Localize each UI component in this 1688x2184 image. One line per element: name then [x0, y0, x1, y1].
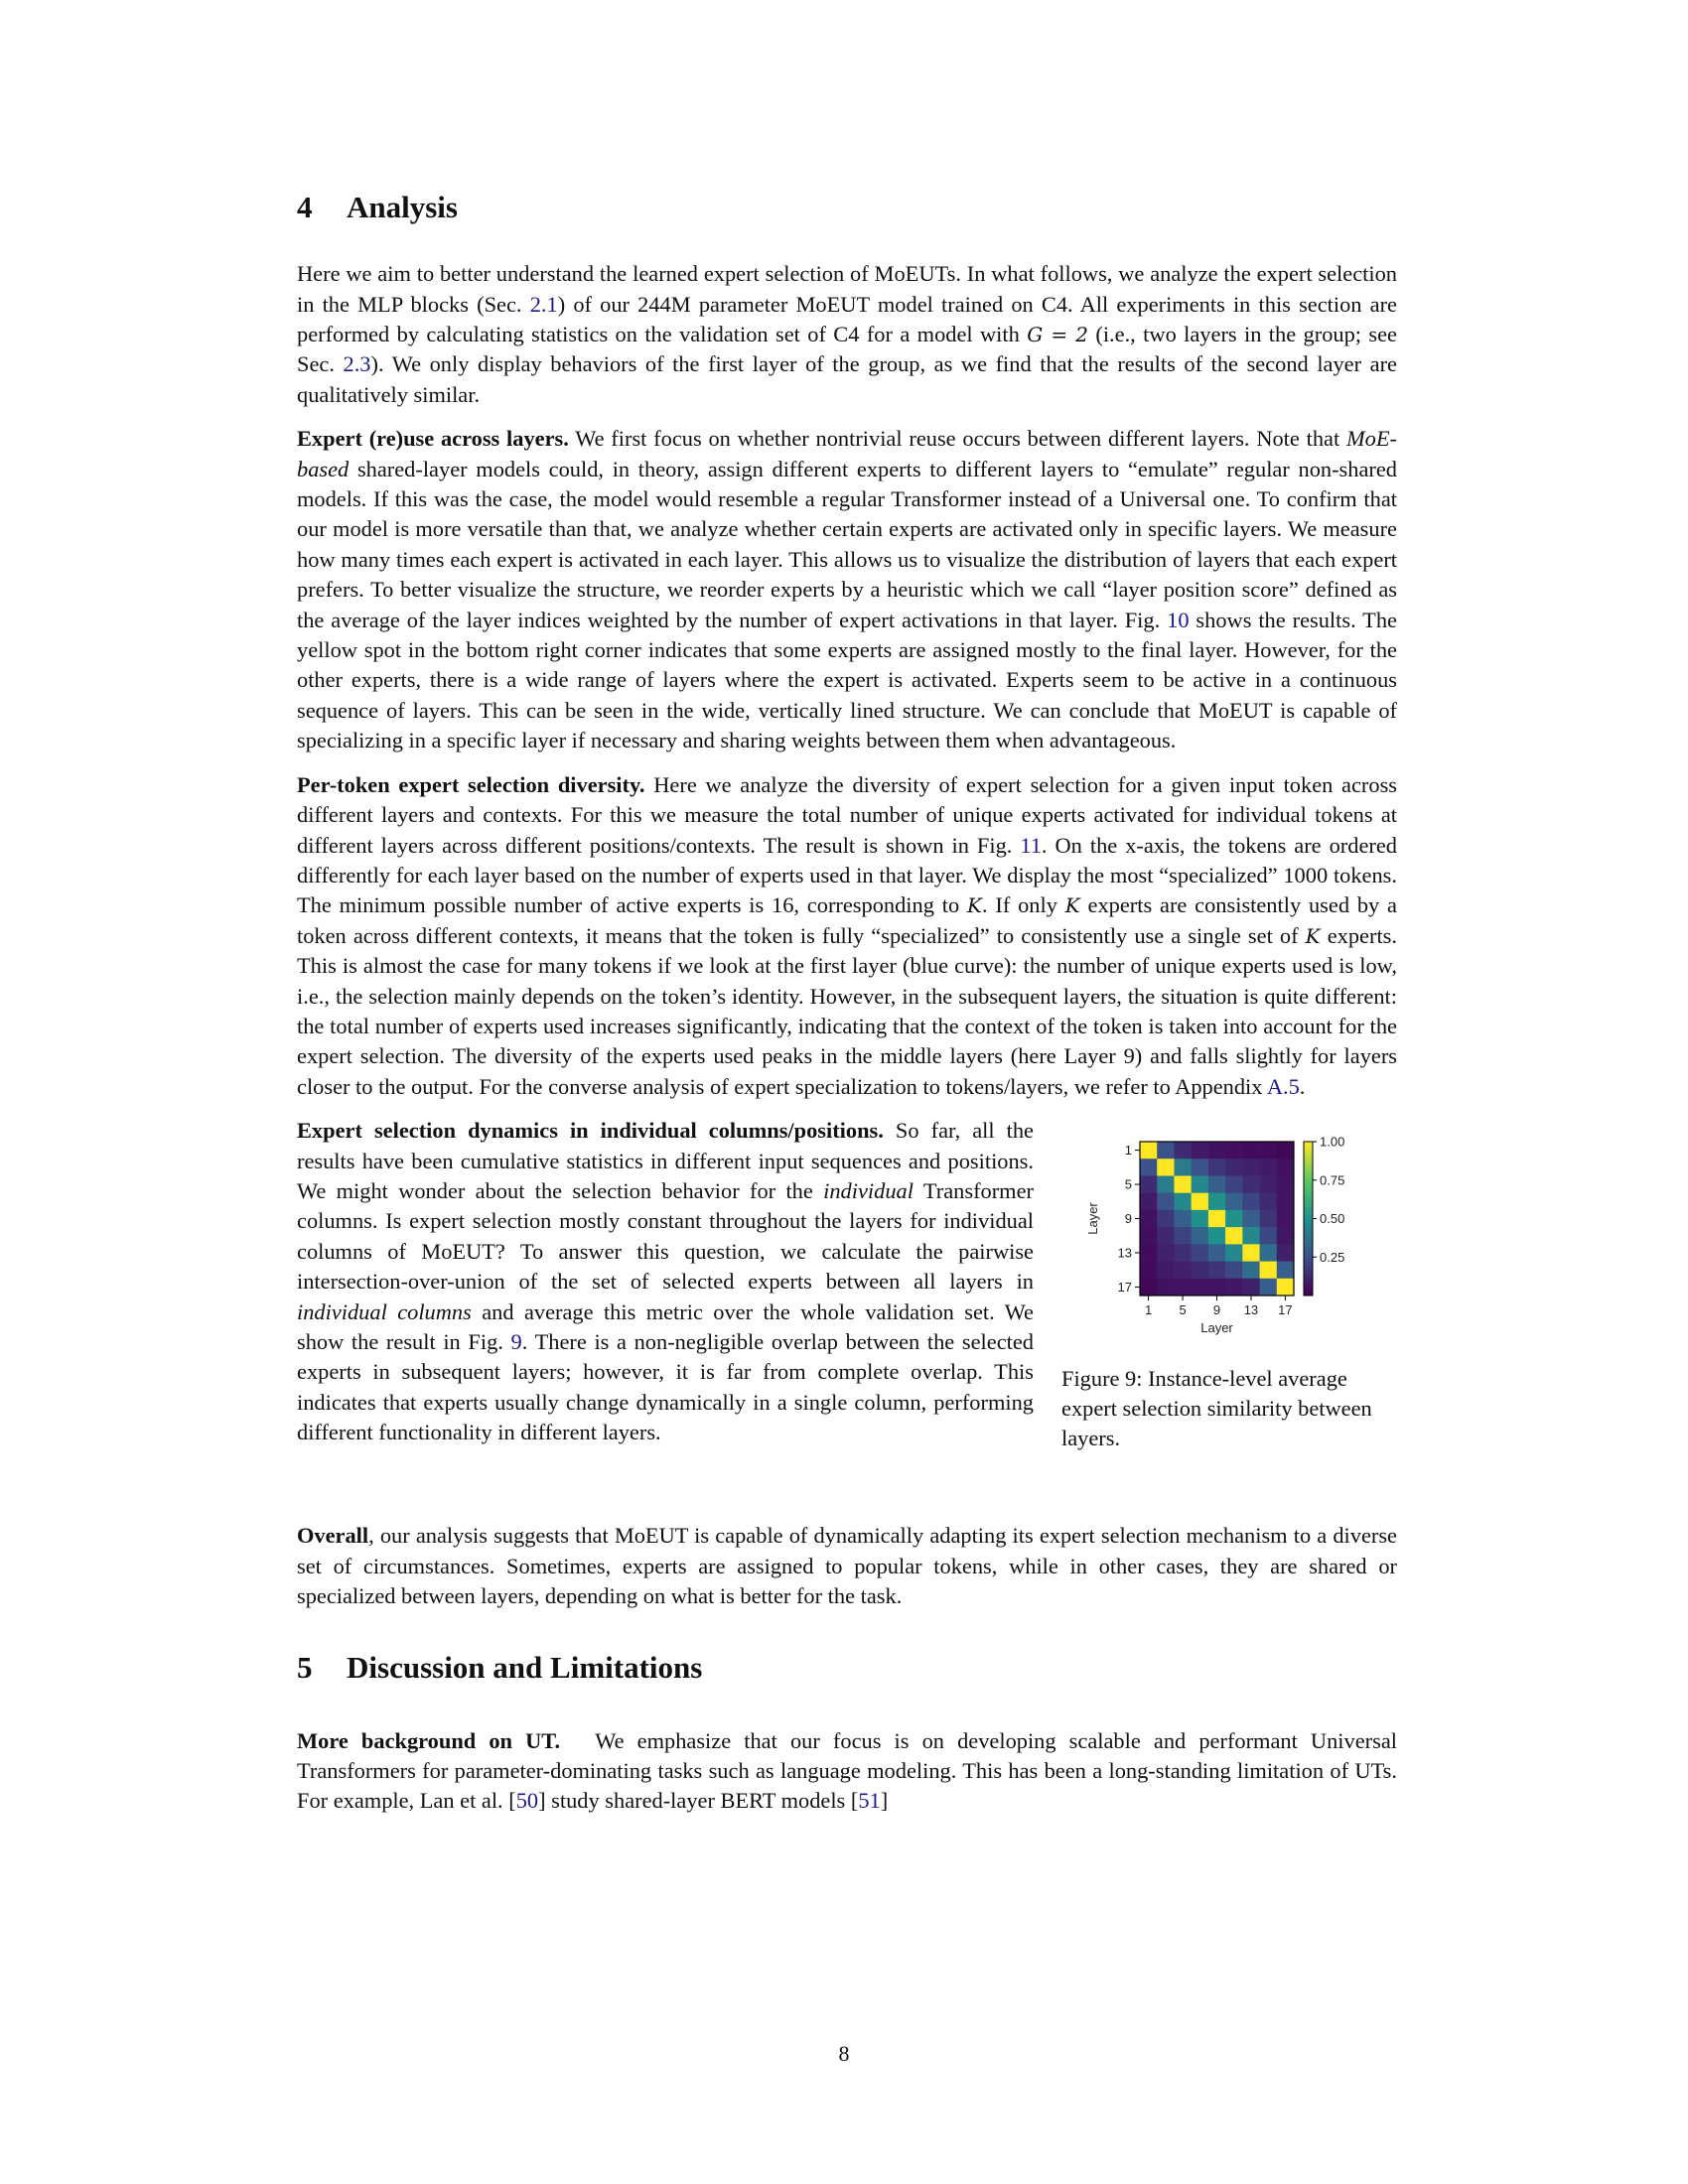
heatmap-cell: [1225, 1227, 1243, 1245]
heatmap-cell: [1174, 1244, 1192, 1262]
heatmap-cell: [1242, 1193, 1260, 1211]
paragraph-heading: Expert selection dynamics in individual columns/positions.: [297, 1118, 884, 1144]
heatmap-cell: [1208, 1227, 1226, 1245]
heatmap-cell: [1277, 1227, 1295, 1245]
heatmap-svg: [1061, 1116, 1397, 1364]
heatmap-cell: [1140, 1279, 1158, 1297]
heatmap-cell: [1225, 1142, 1243, 1160]
section-heading-analysis: 4 Analysis: [297, 190, 458, 224]
heatmap-cell: [1174, 1210, 1192, 1228]
heatmap-cell: [1174, 1227, 1192, 1245]
heatmap-cell: [1157, 1159, 1175, 1176]
svg-text:13: 13: [1117, 1245, 1132, 1261]
heatmap-cell: [1157, 1279, 1175, 1297]
heatmap-cell: [1192, 1210, 1209, 1228]
heatmap-cell: [1260, 1159, 1278, 1176]
heatmap-cell: [1225, 1210, 1243, 1228]
heatmap-cell: [1192, 1142, 1209, 1160]
heatmap-chart: [1061, 1116, 1397, 1364]
paragraph-per-token-diversity: Per-token expert selection diversity. Here we analyze the diversity of expert selection for a given input token across different layers and contexts. For this we measure the total number of unique experts activated for individual tokens at different layers across different positions/contexts. The result is shown in Fig. 11. On the x-axis, the tokens are ordered differently for each layer based on the number of experts used in that layer. We display the most “specialized” 1000 tokens. The minimum possible number of active experts is 16, corresponding to K. If only K experts are consistently used by a token across different contexts, it means that the token is fully “specialized” to consistently use a single set of K experts. This is almost the case for many tokens if we look at the first layer (blue curve): the number of unique experts used is low, i.e., the selection mainly depends on the token’s identity. However, in the subsequent layers, the situation is quite different: the total number of experts used increases significantly, indicating that the context of the token is taken into account for the expert selection. The diversity of the experts used peaks in the middle layers (here Layer 9) and falls slightly for layers closer to the output. For the converse analysis of expert specialization to tokens/layers, we refer to Appendix A.5.: [297, 771, 1398, 1099]
heatmap-cell: [1208, 1142, 1226, 1160]
heatmap-cell: [1192, 1227, 1209, 1245]
figure-9: [1061, 1116, 1397, 1453]
heatmap-cell: [1225, 1176, 1243, 1194]
heatmap-cell: [1157, 1142, 1175, 1160]
heatmap-cell: [1260, 1227, 1278, 1245]
heatmap-cell: [1277, 1159, 1295, 1176]
heatmap-cell: [1242, 1227, 1260, 1245]
ref-fig-9[interactable]: 9: [510, 1329, 522, 1354]
heatmap-cell: [1192, 1244, 1209, 1262]
heatmap-cell: [1208, 1176, 1226, 1194]
page-number: 8: [838, 2041, 850, 2066]
heatmap-cell: [1277, 1193, 1295, 1211]
heatmap-cell: [1260, 1279, 1278, 1297]
heatmap-cell: [1225, 1193, 1243, 1211]
heatmap-cell: [1140, 1193, 1158, 1211]
wrapped-text: [297, 1116, 1034, 1447]
heatmap-cell: [1225, 1159, 1243, 1176]
svg-text:1.00: 1.00: [1320, 1134, 1345, 1150]
heatmap-cell: [1208, 1193, 1226, 1211]
heatmap-cell: [1174, 1279, 1192, 1297]
heatmap-cell: [1208, 1159, 1226, 1176]
heatmap-cell: [1192, 1159, 1209, 1176]
svg-text:17: 17: [1278, 1302, 1293, 1318]
heatmap-cell: [1277, 1262, 1295, 1280]
svg-text:1: 1: [1144, 1302, 1153, 1318]
heatmap-cell: [1192, 1193, 1209, 1211]
ref-50[interactable]: 50: [515, 1788, 539, 1814]
heatmap-cell: [1192, 1262, 1209, 1280]
heatmap-cell: [1260, 1210, 1278, 1228]
heatmap-cell: [1225, 1262, 1243, 1280]
paragraph-heading: Per-token expert selection diversity.: [297, 771, 645, 797]
heatmap-cell: [1260, 1142, 1278, 1160]
heatmap-cell: [1277, 1176, 1295, 1194]
paragraph-background-ut: More background on UT. We emphasize that our focus is on developing scalable and performant Universal Transformers for parameter-dominating tasks such as language modeling. This has been a long-standing limitation of UTs. For example, Lan et al. [50] study shared-layer BERT models [51]: [297, 1727, 1397, 1814]
paragraph-expert-reuse: Expert (re)use across layers. We first focus on whether nontrivial reuse occurs between different layers. Note that MoE-based shared-layer models could, in theory, assign different experts to different layers to “emulate” regular non-shared models. If this was the case, the model would resemble a regular Transformer instead of a Universal one. To confirm that our model is more versatile than that, we analyze whether certain experts are activated only in specific layers. We measure how many times each expert is activated in each layer. This allows us to visualize the distribution of layers that each expert prefers. To better visualize the structure, we reorder experts by a heuristic which we call “layer position score” defined as the average of the layer indices weighted by the number of expert activations in that layer. Fig. 10 shows the results. The yellow spot in the bottom right corner indicates that some experts are assigned mostly to the final layer. However, for the other experts, there is a wide range of layers where the expert is activated. Experts seem to be active in a continuous sequence of layers. This can be seen in the wide, vertically lined structure. We can conclude that MoEUT is capable of specializing in a specific layer if necessary and sharing weights between them when advantageous.: [297, 426, 1397, 753]
ref-sec-2-3[interactable]: 2.3: [343, 351, 371, 377]
svg-text:Layer: Layer: [1200, 1320, 1233, 1336]
wrapped-figure-block: [297, 1116, 1397, 1507]
heatmap-cell: [1242, 1142, 1260, 1160]
svg-text:1: 1: [1124, 1143, 1132, 1159]
heatmap-cell: [1140, 1159, 1158, 1176]
heatmap-cell: [1174, 1262, 1192, 1280]
heatmap-cell: [1242, 1159, 1260, 1176]
figure-caption: Figure 9: Instance-level average expert selection similarity between layers.: [1061, 1366, 1372, 1451]
heatmap-cell: [1242, 1244, 1260, 1262]
heatmap-cell: [1277, 1279, 1295, 1297]
heatmap-cell: [1157, 1244, 1175, 1262]
paragraph-heading: Expert (re)use across layers.: [297, 426, 569, 452]
svg-text:5: 5: [1179, 1302, 1187, 1318]
heatmap-cell: [1174, 1193, 1192, 1211]
svg-text:9: 9: [1124, 1211, 1132, 1227]
heatmap-cell: [1157, 1262, 1175, 1280]
heatmap-cell: [1208, 1279, 1226, 1297]
heatmap-cell: [1242, 1279, 1260, 1297]
paragraph-selection-dynamics: Expert selection dynamics in individual columns/positions. So far, all the results have been cumulative statistics in different input sequences and positions. We might wonder about the selection behavior for the individual Transformer columns. Is expert selection mostly constant throughout the layers for individual columns of MoEUT? To answer this question, we calculate the pairwise intersection-over-union of the set of selected experts between all layers in individual columns and average this metric over the whole validation set. We show the result in Fig. 9. There is a non-negligible overlap between the selected experts in subsequent layers; however, it is far from complete overlap. This indicates that experts usually change dynamically in a single column, performing different functionality in different layers.: [297, 1118, 1035, 1445]
heatmap-cell: [1277, 1142, 1295, 1160]
heatmap-cell: [1174, 1176, 1192, 1194]
ref-sec-2-1[interactable]: 2.1: [529, 291, 558, 317]
ref-appendix-a5[interactable]: A.5: [1266, 1073, 1300, 1099]
heatmap-cell: [1192, 1176, 1209, 1194]
heatmap-cell: [1140, 1262, 1158, 1280]
heatmap-cell: [1157, 1176, 1175, 1194]
section-heading-discussion: 5 Discussion and Limitations: [297, 1650, 703, 1686]
heatmap-cell: [1225, 1244, 1243, 1262]
heatmap-cell: [1260, 1193, 1278, 1211]
ref-fig-11[interactable]: 11: [1020, 832, 1042, 858]
heatmap-cell: [1157, 1210, 1175, 1228]
heatmap-cell: [1140, 1227, 1158, 1245]
heatmap-cell: [1208, 1210, 1226, 1228]
heatmap-cell: [1140, 1244, 1158, 1262]
heatmap-cell: [1242, 1210, 1260, 1228]
colorbar: [1304, 1142, 1313, 1296]
svg-text:9: 9: [1212, 1302, 1221, 1318]
heatmap-cell: [1260, 1262, 1278, 1280]
ref-51[interactable]: 51: [858, 1788, 881, 1814]
heatmap-cell: [1140, 1176, 1158, 1194]
heatmap-cell: [1242, 1262, 1260, 1280]
heatmap-cell: [1277, 1210, 1295, 1228]
paragraph-overall: Overall, our analysis suggests that MoEUT is capable of dynamically adapting its expert selection mechanism to a diverse set of circumstances. Sometimes, experts are assigned to popular tokens, while in other cases, they are shared or specialized between layers, depending on what is better for the task.: [297, 1523, 1397, 1608]
svg-text:0.75: 0.75: [1320, 1172, 1345, 1188]
paragraph-heading: Overall: [297, 1523, 369, 1549]
math-g-equals-2: G = 2: [1027, 323, 1088, 346]
heatmap-cell: [1192, 1279, 1209, 1297]
heatmap-cell: [1140, 1210, 1158, 1228]
svg-text:Layer: Layer: [1085, 1202, 1100, 1235]
heatmap-cell: [1157, 1227, 1175, 1245]
heatmap-cell: [1208, 1244, 1226, 1262]
svg-text:0.50: 0.50: [1320, 1211, 1345, 1227]
heatmap-cell: [1174, 1159, 1192, 1176]
svg-text:5: 5: [1124, 1176, 1132, 1192]
heatmap-cell: [1225, 1279, 1243, 1297]
paragraph-heading: More background on UT.: [297, 1727, 561, 1753]
heatmap-cell: [1174, 1142, 1192, 1160]
heatmap-cell: [1277, 1244, 1295, 1262]
svg-text:17: 17: [1117, 1280, 1132, 1296]
ref-fig-10[interactable]: 10: [1167, 607, 1190, 632]
heatmap-cell: [1208, 1262, 1226, 1280]
svg-text:0.25: 0.25: [1320, 1249, 1345, 1265]
svg-text:13: 13: [1243, 1302, 1259, 1318]
heatmap-cell: [1242, 1176, 1260, 1194]
paper-page: [297, 189, 1397, 1831]
heatmap-cell: [1157, 1193, 1175, 1211]
heatmap-cell: [1140, 1142, 1158, 1160]
heatmap-cell: [1260, 1176, 1278, 1194]
heatmap-cell: [1260, 1244, 1278, 1262]
paragraph-intro: Here we aim to better understand the learned expert selection of MoEUTs. In what follows, we analyze the expert selection in the MLP blocks (Sec. 2.1) of our 244M parameter MoEUT model trained on C4. All experiments in this section are performed by calculating statistics on the validation set of C4 for a model with G = 2 (i.e., two layers in the group; see Sec. 2.3). We only display behaviors of the first layer of the group, as we find that the results of the second layer are qualitatively similar.: [297, 261, 1397, 407]
